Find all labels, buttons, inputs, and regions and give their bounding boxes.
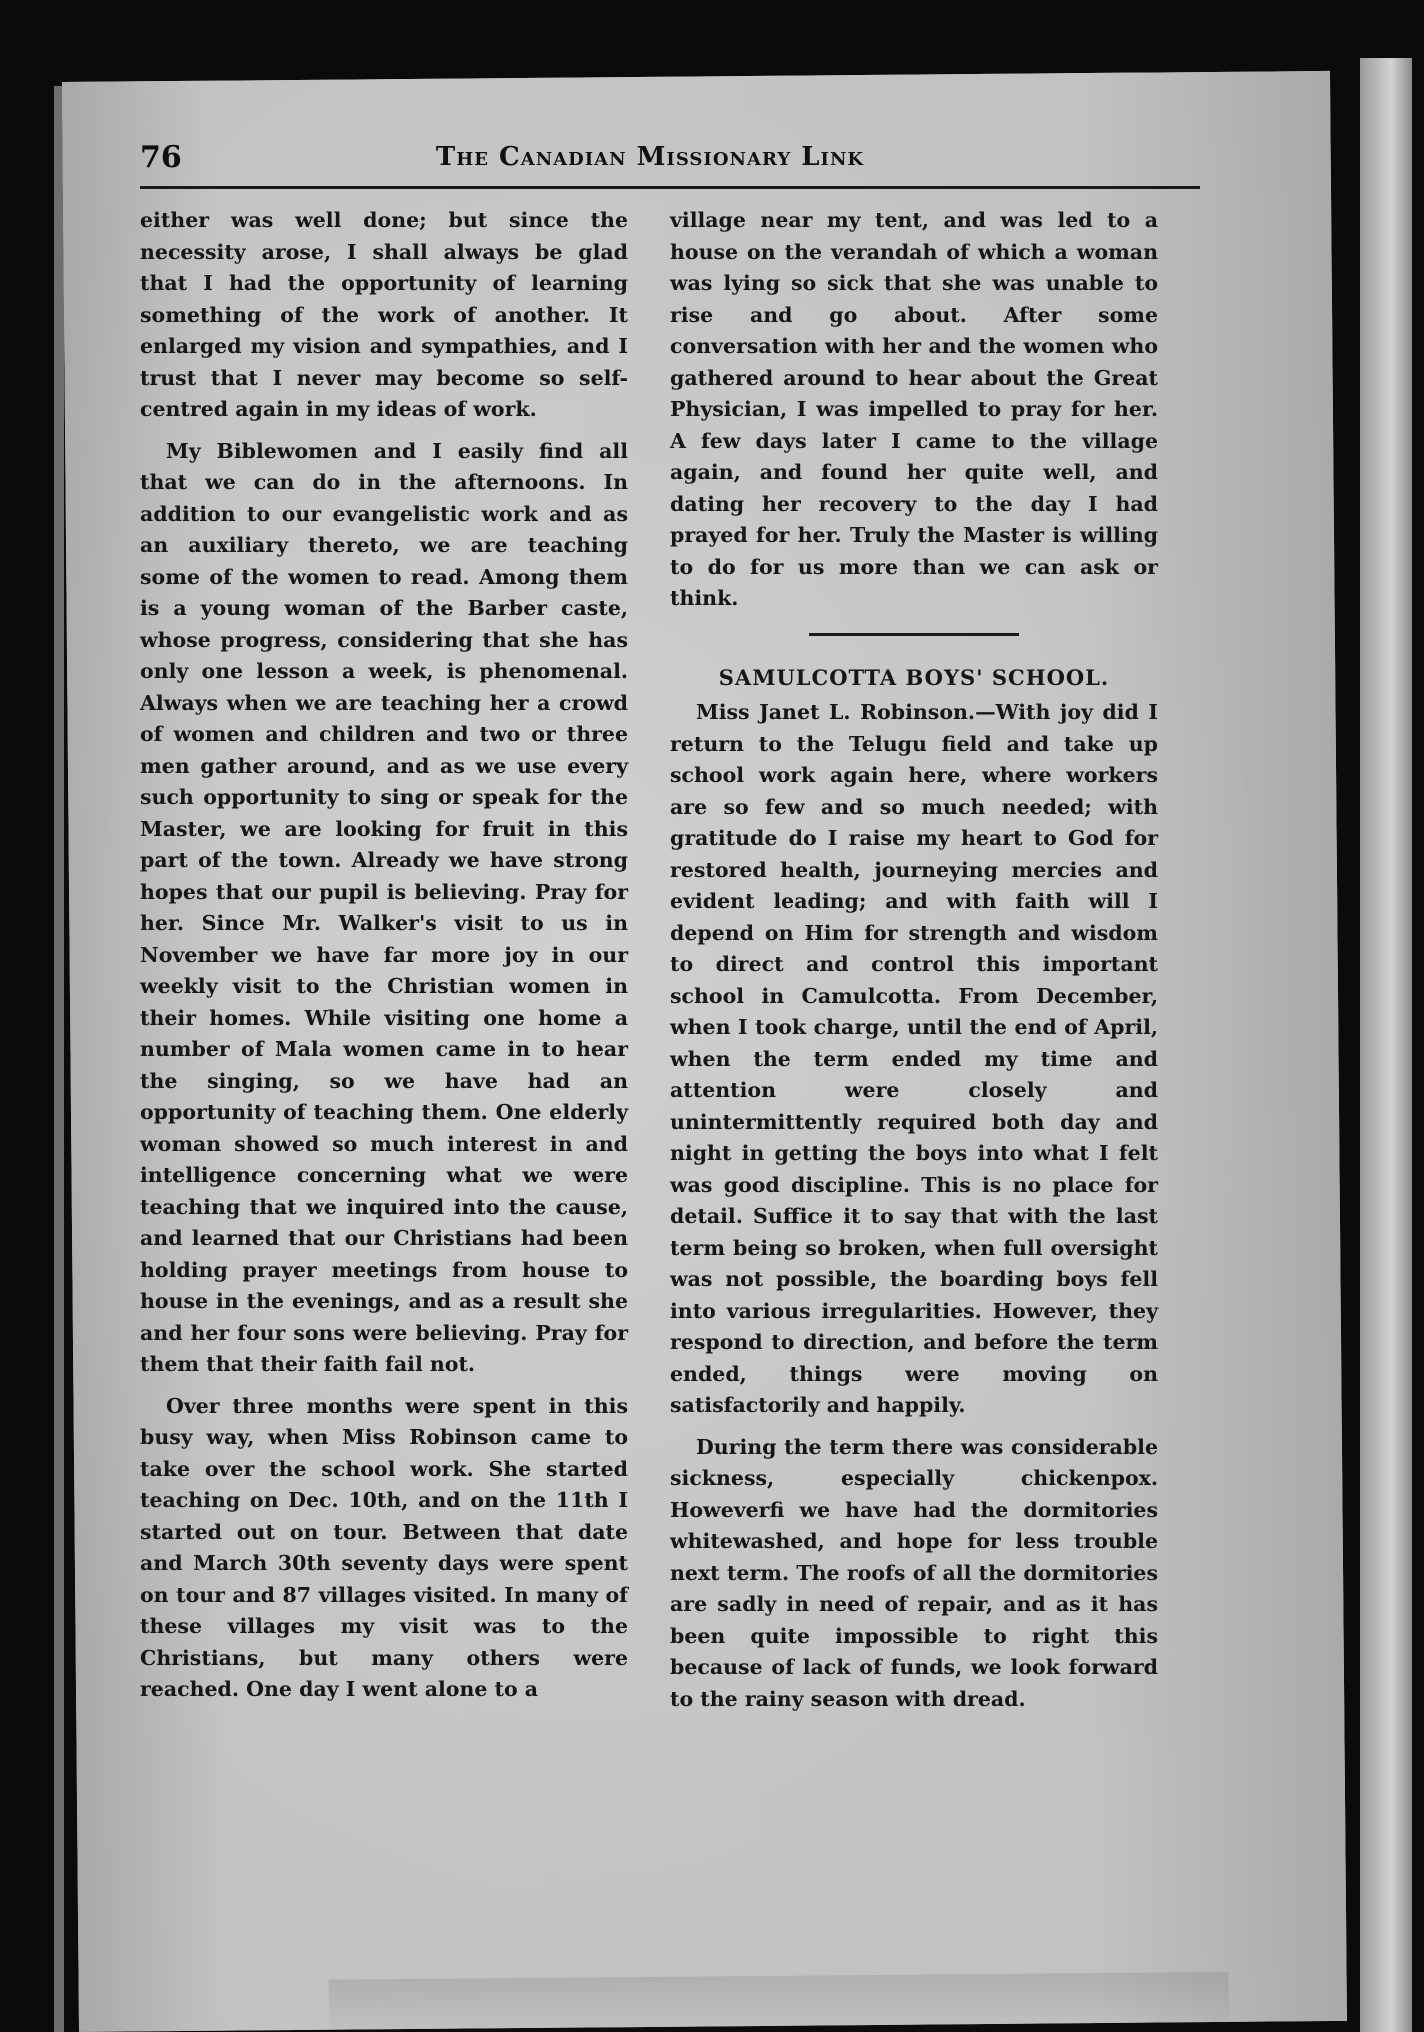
header-rule (140, 186, 1200, 189)
page-smudge (329, 1972, 1229, 2032)
report-paragraph-1-text: —With joy did I return to the Telugu field and take up school work again here, where workers are so few and so much needed; with gratitude do I raise my heart to God for restored health, journeying mercies and evident leading; and with faith will I depend on Him for strength and wisdom to direct and control this important school in Camulcotta. From December, when I took charge, until the end of April, when the term ended my time and attention were closely and unintermittently required both day and night in getting the boys into what I felt was good discipline. This is no place for detail. Suffice it to say that with the last term being so broken, when full oversight was not possible, the boarding boys fell into various irregularities. However, they respond to direction, and before the term ended, things were moving on satisfactorily and happily. (670, 700, 1158, 1417)
right-column (670, 205, 1158, 1715)
adjacent-page-edge (1360, 58, 1412, 2032)
page-header (140, 140, 1200, 190)
report-paragraph-2: During the term there was considerable sickness, especially chickenpox. Howeverfi we have had the dormitories whitewashed, and hope for less trouble next term. The roofs of all the dormitories are sadly in need of repair, and as it has been quite impossible to right this because of lack of funds, we look forward to the rainy season with dread. (670, 1434, 1158, 1711)
section-heading: SAMULCOTTA BOYS' SCHOOL. (718, 664, 1110, 690)
left-paragraph-3: Over three months were spent in this busy way, when Miss Robinson came to take over the school work. She started teaching on Dec. 10th, and on the 11th I started out on tour. Between that date and March 30th seventy days were spent on tour and 87 villages visited. In many of these villages my visit was to the Christians, but many others were reached. One day I went alone to a (140, 1393, 628, 1701)
right-continuation-paragraph: village near my tent, and was led to a house on the verandah of which a woman was lying so sick that she was unable to rise and go about. After some conversation with her and the women who gathered around to hear about the Great Physician, I was impelled to pray for her. A few days later I came to the village again, and found her quite well, and dating her recovery to the day I had prayed for her. Truly the Master is willing to do for us more than we can ask or think. (670, 208, 1158, 610)
page-number: 76 (140, 140, 182, 175)
binding-edge (54, 86, 64, 2032)
running-title: The Canadian Missionary Link (435, 142, 865, 172)
left-column (140, 205, 628, 1706)
left-paragraph-2: My Biblewomen and I easily find all that we can do in the afternoons. In addition to our evangelistic work and as an auxiliary thereto, we are teaching some of the women to read. Among them is a young woman of the Barber caste, whose progress, considering that she has only one lesson a week, is phenomenal. Always when we are teaching her a crowd of women and children and two or three men gather around, and as we use every such opportunity to sing or speak for the Master, we are looking for fruit in this part of the town. Already we have strong hopes that our pupil is believing. Pray for her. Since Mr. Walker's visit to us in November we have far more joy in our weekly visit to the Christian women in their homes. While visiting one home a number of Mala women came in to hear the singing, so we have had an opportunity of teaching them. One elderly woman showed so much interest in and intelligence concerning what we were teaching that we inquired into the cause, and learned that our Christians had been holding prayer meetings from house to house in the evenings, and as a result she and her four sons were believing. Pray for them that their faith fail not. (140, 438, 628, 1376)
author-name: Miss Janet L. Robinson. (696, 700, 976, 724)
section-divider (809, 633, 1019, 636)
report-paragraph-1 (670, 697, 1158, 1422)
left-paragraph-1: either was well done; but since the necessity arose, I shall always be glad that I had the opportunity of learning something of the work of another. It enlarged my vision and sympathies, and I trust that I never may become so self-centred again in my ideas of work. (140, 208, 628, 421)
